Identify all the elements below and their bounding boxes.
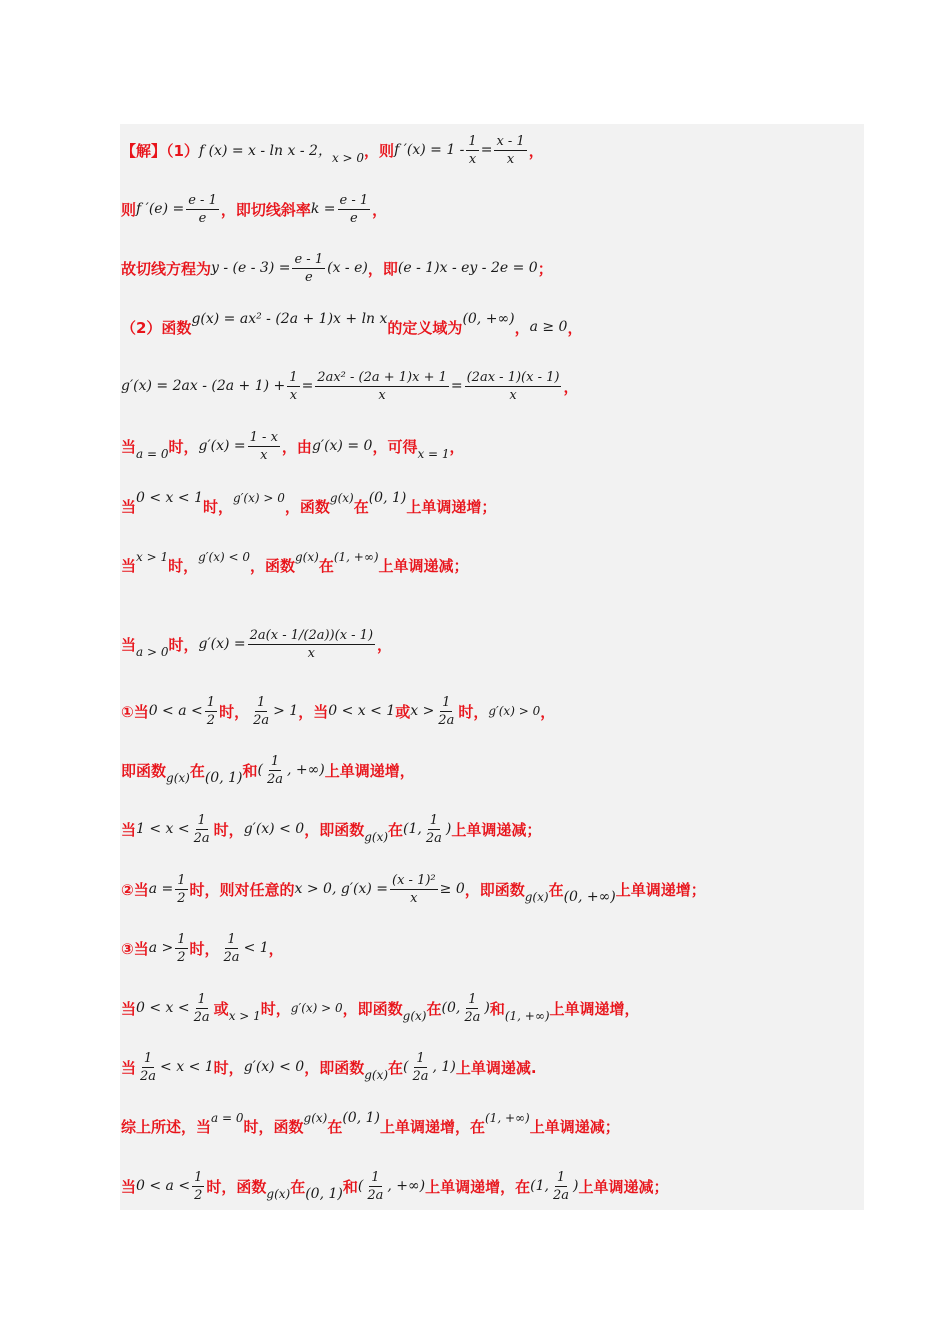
formula: x > 0, g′(x) = (294, 881, 389, 897)
numerator: 1 (556, 1169, 566, 1185)
formula: (1, (403, 821, 422, 837)
text: 故切线方程为 (121, 259, 212, 278)
denominator: 2a (140, 1068, 157, 1084)
fraction (390, 872, 438, 907)
denominator: x (260, 447, 268, 463)
solution-line-3 (121, 243, 553, 293)
text: ，即函数 (304, 1058, 365, 1077)
formula: (1, +∞) (333, 550, 379, 564)
formula: (1, (530, 1178, 549, 1194)
formula: a = (148, 881, 174, 897)
formula: , 1) (432, 1059, 456, 1075)
denominator: x (509, 387, 517, 403)
formula: x > (410, 703, 435, 719)
text: 时，则对任意的 (189, 880, 295, 899)
text: ，当 (298, 702, 329, 721)
text: ， (567, 318, 583, 337)
formula: ( (357, 1178, 364, 1194)
formula: 0 < a < (148, 703, 203, 719)
denominator: x (289, 387, 298, 403)
text: ， (514, 318, 530, 337)
fraction (287, 369, 299, 404)
formula: g(x) (364, 830, 389, 844)
formula: ) (445, 821, 452, 837)
fraction (292, 251, 325, 286)
text: ，即 (367, 259, 398, 278)
formula: g′(x) > 0 (233, 491, 285, 505)
text: （2）函数 (121, 318, 192, 337)
numerator: (2ax - 1)(x - 1) (466, 369, 560, 385)
formula: g(x) (166, 771, 190, 785)
numerator: 1 (227, 931, 236, 947)
text: 当 (121, 556, 137, 575)
formula: g(x) (402, 1009, 427, 1023)
numerator: 2ax² - (2a + 1)x + 1 (317, 369, 447, 385)
numerator: 1 (194, 1169, 203, 1185)
text: 上单调递增，在 (379, 1117, 485, 1136)
solution-line-11 (121, 745, 415, 795)
fraction (315, 369, 449, 404)
text: 时， (203, 497, 234, 516)
formula: (0, +∞) (563, 889, 616, 905)
denominator: 2a (425, 830, 442, 846)
fraction (466, 133, 478, 168)
numerator: 1 (289, 369, 298, 385)
text: ①当 (121, 702, 149, 721)
text: 在 (548, 880, 564, 899)
fraction (192, 991, 212, 1026)
denominator: 2a (223, 949, 240, 965)
text: 时， (213, 1058, 244, 1077)
numerator: x - 1 (496, 133, 525, 149)
text: ， (563, 377, 579, 396)
text: 在 (388, 1058, 404, 1077)
text: 即函数 (121, 761, 167, 780)
formula: f (x) = x - ln x - 2， (198, 143, 332, 159)
denominator: 2a (266, 771, 283, 787)
numerator: 1 - x (249, 429, 278, 445)
formula: g′(x) = (198, 438, 246, 454)
text: 或 (395, 702, 411, 721)
formula: a > (148, 940, 174, 956)
text: ，由 (281, 437, 312, 456)
text: ，可得 (372, 437, 418, 456)
formula: (0, +∞) (462, 311, 515, 327)
text: 在 (318, 556, 334, 575)
fraction (175, 872, 187, 907)
text: 的定义域为 (387, 318, 463, 337)
text: 上单调递减； (378, 556, 469, 575)
formula: ≥ 0 (439, 881, 465, 897)
denominator: 2 (177, 949, 186, 965)
text: ， (528, 141, 544, 160)
formula: x > 0 (331, 151, 365, 165)
denominator: x (378, 387, 386, 403)
text: ， (377, 635, 393, 654)
formula: (0, 1) (305, 1186, 343, 1202)
fraction (465, 369, 562, 404)
denominator: e (304, 269, 313, 285)
formula: g′(x) < 0 (198, 550, 250, 564)
fraction (436, 694, 456, 729)
denominator: e (198, 210, 207, 226)
formula: 0 < x < 1 (328, 703, 396, 719)
fraction (365, 1169, 385, 1204)
text: 当 (121, 635, 137, 654)
denominator: 2a (552, 1187, 570, 1203)
formula: g(x) (303, 1111, 328, 1125)
formula: (0, (441, 1000, 461, 1016)
formula: (0, 1) (342, 1110, 380, 1126)
formula: g(x) = ax² - (2a + 1)x + ln x (191, 311, 388, 327)
formula: g′(x) > 0 (290, 1001, 343, 1015)
text: ，即函数 (342, 999, 403, 1018)
formula: g′(x) > 0 (488, 704, 541, 718)
solution-line-15 (121, 983, 640, 1033)
denominator: 2 (206, 712, 216, 728)
numerator: 1 (270, 753, 280, 769)
fraction (338, 192, 371, 227)
formula: a = 0 (211, 1111, 244, 1125)
formula: g′(x) < 0 (243, 1059, 305, 1075)
denominator: x (307, 645, 316, 661)
fraction (192, 812, 212, 847)
fraction (192, 1169, 204, 1204)
denominator: 2a (367, 1187, 384, 1203)
text: ，则 (364, 141, 395, 160)
denominator: x (468, 151, 477, 167)
fraction (251, 694, 271, 729)
text: ③当 (121, 939, 149, 958)
denominator: 2a (193, 830, 210, 846)
numerator: 1 (143, 1050, 153, 1066)
solution-line-9 (121, 612, 392, 676)
solution-line-14 (121, 923, 284, 973)
fraction (138, 1050, 158, 1085)
denominator: 2a (193, 1009, 210, 1025)
numerator: 1 (468, 991, 477, 1007)
numerator: 1 (206, 694, 216, 710)
text: 上单调递增，在 (425, 1177, 531, 1196)
solution-line-17 (121, 1101, 620, 1151)
numerator: 1 (429, 812, 439, 828)
solution-line-1 (121, 125, 544, 175)
fraction (494, 133, 526, 168)
solution-line-4 (121, 302, 582, 352)
text: 当 (121, 820, 137, 839)
formula: ) (484, 1000, 490, 1016)
text: 在 (290, 1177, 306, 1196)
solution-line-7 (121, 481, 496, 531)
text: 时， (213, 820, 244, 839)
solution-line-12 (121, 804, 541, 854)
solution-line-6 (121, 421, 465, 471)
text: 时， (189, 939, 220, 958)
solution-line-8 (121, 540, 469, 590)
formula: 0 < x < (136, 1000, 190, 1016)
numerator: 1 (256, 694, 266, 710)
solution-line-5 (121, 361, 578, 411)
formula: g′(x) = (198, 636, 246, 652)
formula: , +∞) (287, 762, 325, 778)
formula: 1 < x < (136, 821, 190, 837)
formula: 0 < a < (136, 1178, 191, 1194)
formula: g′(x) = 0 (311, 438, 373, 454)
formula: g′(x) < 0 (243, 821, 305, 837)
denominator: 2a (253, 712, 270, 728)
text: 时， (168, 556, 199, 575)
text: 当 (121, 999, 137, 1018)
formula: (1, +∞) (504, 1009, 550, 1023)
text: ， (372, 200, 388, 219)
text: 上单调递减. (455, 1058, 537, 1077)
formula: x = 1 (417, 447, 450, 461)
fraction (175, 931, 187, 966)
text: ， (268, 939, 284, 958)
numerator: e - 1 (339, 192, 369, 208)
text: ，即切线斜率 (220, 200, 311, 219)
numerator: 1 (442, 694, 451, 710)
text: 时， (168, 635, 199, 654)
numerator: 1 (177, 931, 186, 947)
formula: (e - 1)x - ey - 2e = 0 (397, 260, 538, 276)
formula: g(x) (295, 550, 319, 564)
numerator: 1 (197, 991, 206, 1007)
formula: (0, 1) (368, 490, 407, 506)
text: 上单调递减； (451, 820, 542, 839)
solution-line-10 (121, 686, 555, 736)
formula: (1, +∞) (485, 1111, 530, 1125)
formula: < x < 1 (160, 1059, 214, 1075)
formula: (x - e) (327, 260, 368, 276)
solution-line-13 (121, 864, 706, 914)
text: 当 (121, 1177, 137, 1196)
text: ， (540, 702, 556, 721)
solution-line-2 (121, 184, 387, 234)
fraction (186, 192, 219, 227)
fraction (222, 931, 242, 966)
formula: k = (310, 201, 336, 217)
formula: = (301, 378, 314, 394)
denominator: x (506, 151, 515, 167)
text: ， (449, 437, 465, 456)
formula: ( (403, 1059, 409, 1075)
formula: f ′(x) = 1 - (394, 142, 465, 158)
formula: , +∞) (387, 1178, 426, 1194)
text: ②当 (121, 880, 149, 899)
fraction (551, 1169, 571, 1204)
text: 时， (458, 702, 489, 721)
solution-line-16 (121, 1042, 537, 1092)
formula: = (450, 378, 463, 394)
text: ，函数 (249, 556, 295, 575)
formula: f ′(e) = (136, 201, 185, 217)
text: ，函数 (284, 497, 330, 516)
text: 综上所述，当 (121, 1117, 212, 1136)
denominator: e (349, 210, 358, 226)
numerator: 2a(x - 1/(2a))(x - 1) (249, 627, 374, 643)
text: 在 (327, 1117, 343, 1136)
formula: = (480, 142, 493, 158)
fraction (248, 429, 280, 464)
formula: a ≥ 0 (529, 319, 568, 335)
denominator: 2a (438, 712, 455, 728)
text: ，即函数 (464, 880, 525, 899)
text: 当 (121, 497, 137, 516)
numerator: 1 (371, 1169, 380, 1185)
text: 在 (388, 820, 404, 839)
formula: g(x) (364, 1068, 389, 1082)
text: 时，函数 (206, 1177, 267, 1196)
formula: g(x) (266, 1187, 291, 1201)
formula: a > 0 (136, 645, 169, 659)
text: 时， (260, 999, 291, 1018)
text: 则 (121, 200, 137, 219)
denominator: 2a (464, 1009, 481, 1025)
denominator: 2a (412, 1068, 429, 1084)
numerator: 1 (177, 872, 186, 888)
text: 时，函数 (243, 1117, 304, 1136)
text: 当 (121, 1058, 137, 1077)
fraction (265, 753, 285, 788)
text: 和 (489, 999, 505, 1018)
denominator: x (410, 890, 418, 906)
text: ； (537, 259, 553, 278)
numerator: 1 (468, 133, 477, 149)
text: 当 (121, 437, 137, 456)
text: ，即函数 (304, 820, 365, 839)
fraction (462, 991, 482, 1026)
text: 和 (342, 1177, 358, 1196)
formula: x > 1 (136, 550, 169, 564)
text: 上单调递增； (406, 497, 497, 516)
formula: ) (573, 1178, 579, 1194)
numerator: e - 1 (294, 251, 324, 267)
formula: ( (257, 762, 263, 778)
formula: (0, 1) (204, 770, 243, 786)
formula: x > 1 (228, 1009, 261, 1023)
formula: g′(x) = 2ax - (2a + 1) + (121, 378, 286, 394)
text: 上单调递增， (324, 761, 415, 780)
text: 上单调递增； (615, 880, 706, 899)
text: 时， (168, 437, 199, 456)
numerator: (x - 1)² (392, 872, 436, 888)
text: 上单调递减； (529, 1117, 620, 1136)
fraction (205, 694, 217, 729)
text: 【解】（1） (121, 141, 199, 160)
fraction (248, 627, 375, 662)
fraction (424, 812, 444, 847)
formula: > 1 (273, 703, 299, 719)
solution-line-18 (121, 1161, 669, 1211)
formula: g(x) (524, 890, 549, 904)
formula: a = 0 (136, 447, 169, 461)
numerator: e - 1 (188, 192, 217, 208)
numerator: 1 (197, 812, 206, 828)
formula: g(x) (329, 491, 354, 505)
text: 在 (189, 761, 205, 780)
denominator: 2 (194, 1187, 203, 1203)
denominator: 2 (177, 890, 186, 906)
formula: < 1 (243, 940, 269, 956)
text: 上单调递增， (549, 999, 640, 1018)
text: 在 (426, 999, 442, 1018)
formula: y - (e - 3) = (211, 260, 291, 276)
fraction (411, 1050, 431, 1085)
text: 上单调递减； (578, 1177, 669, 1196)
formula: 0 < x < 1 (136, 490, 203, 506)
text: 时， (219, 702, 250, 721)
text: 在 (353, 497, 369, 516)
text: 或 (213, 999, 229, 1018)
text: 和 (242, 761, 258, 780)
numerator: 1 (416, 1050, 425, 1066)
